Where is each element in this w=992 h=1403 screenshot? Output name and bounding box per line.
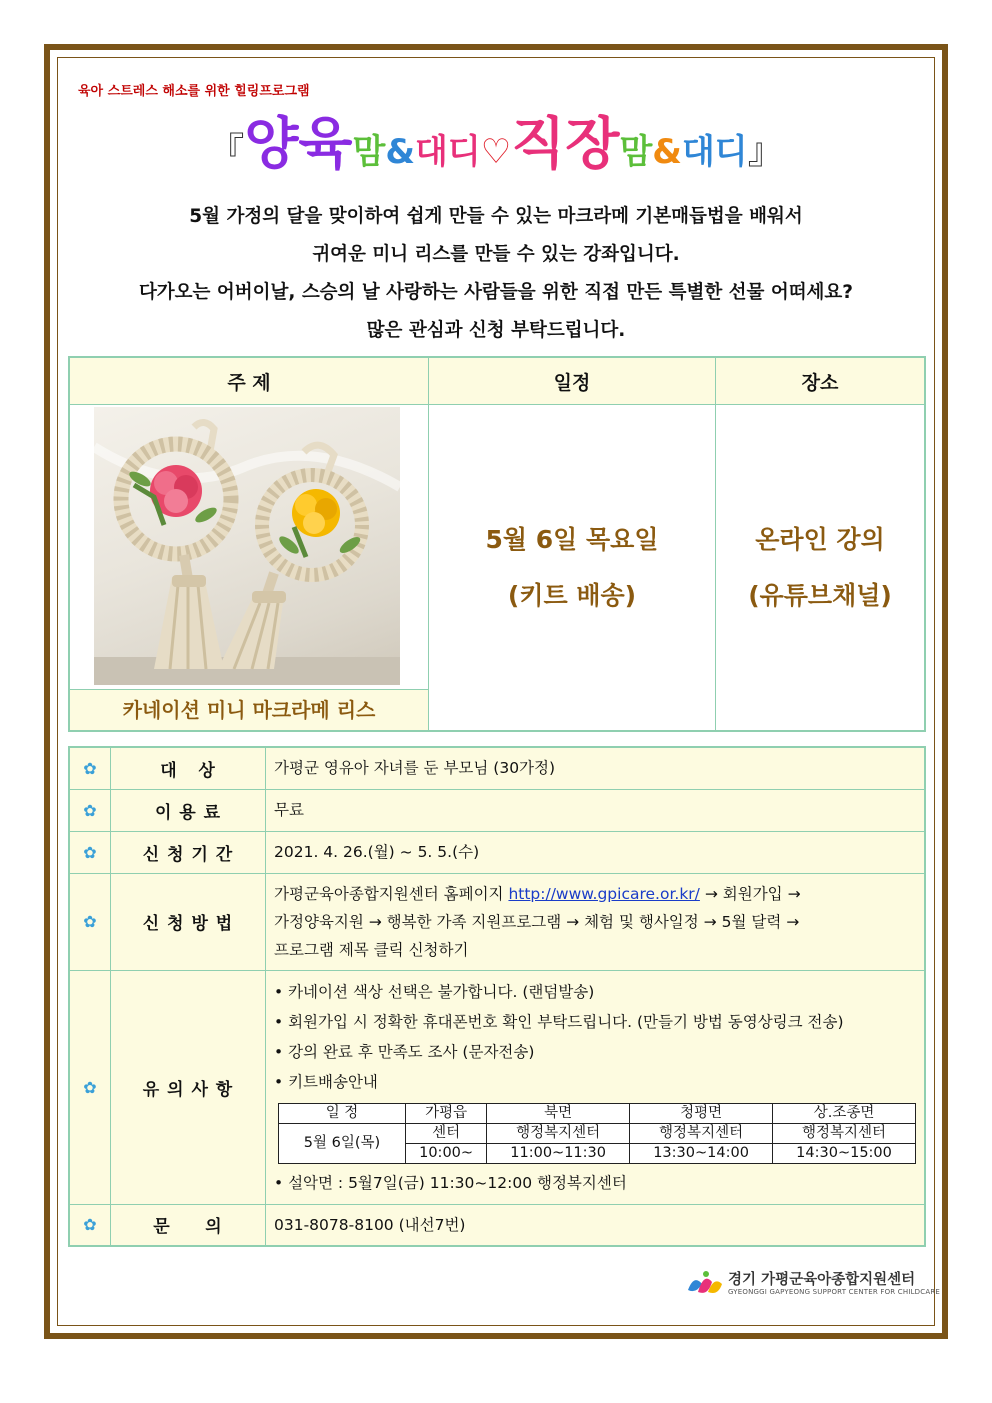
kit-date-header: 일 정 (279, 1103, 406, 1123)
method-text: → 회원가입 → (699, 884, 801, 903)
intro-line: 다가오는 어버이날, 스승의 날 사랑하는 사람들을 위한 직접 만든 특별한 선물 어떠세요? (138, 282, 854, 303)
center-logo (684, 1268, 941, 1304)
kit-place: 상.조종면 (773, 1103, 916, 1123)
kit-place-sub: 행정복지센터 (487, 1123, 630, 1143)
kit-place-sub: 행정복지센터 (773, 1123, 916, 1143)
homepage-link[interactable]: http://www.gpicare.or.kr/ (508, 884, 700, 903)
schedule-date: 5월 6일 목요일 (485, 524, 659, 554)
logo-name: 경기 가평군육아종합지원센터 (728, 1272, 916, 1288)
place-note: (유튜브채널) (748, 580, 892, 610)
kit-place-sub: 행정복지센터 (630, 1123, 773, 1143)
notes-value (266, 970, 926, 1204)
method-line: 프로그램 제목 클릭 신청하기 (274, 940, 469, 959)
note-item: • 키트배송안내 (274, 1072, 378, 1091)
method-line: 가정양육지원 → 행복한 가족 지원프로그램 → 체험 및 행사일정 → 5월 달력 → (274, 912, 800, 931)
flower-icon: ✿ (69, 970, 111, 1204)
method-value (266, 873, 926, 970)
flower-icon: ✿ (69, 1204, 111, 1246)
period-label: 신 청 기 간 (111, 831, 266, 873)
place-cell (716, 405, 926, 732)
flower-icon: ✿ (69, 831, 111, 873)
kit-date-value: 5월 6일(목) (279, 1123, 406, 1163)
logo-subtitle: GYEONGGI GAPYEONG SUPPORT CENTER FOR CHILDCARE (728, 1288, 941, 1296)
kit-time: 10:00~ (406, 1143, 487, 1163)
intro-line: 많은 관심과 신청 부탁드립니다. (366, 320, 626, 341)
kit-place-sub: 센터 (406, 1123, 487, 1143)
title-bracket-open: 『 (208, 131, 245, 172)
intro-line: 5월 가정의 달을 맞이하여 쉽게 만들 수 있는 마크라메 기본매듭법을 배워서 (189, 206, 803, 227)
kit-place: 가평읍 (406, 1103, 487, 1123)
contact-value: 031-8078-8100 (내선7번) (266, 1204, 926, 1246)
flower-icon: ✿ (69, 747, 111, 789)
kit-time: 11:00~11:30 (487, 1143, 630, 1163)
header-place: 장소 (716, 357, 926, 405)
topic-caption: 카네이션 미니 마크라메 리스 (70, 689, 428, 730)
target-value: 가평군 영유아 자녀를 둔 부모님 (30가정) (266, 747, 926, 789)
schedule-cell (429, 405, 716, 732)
title-mom-daddy-1: 맘&대디 (352, 132, 481, 172)
title-jikjang: 직장 (511, 112, 620, 177)
center-logo-icon (684, 1268, 724, 1300)
schedule-note: (키트 배송) (507, 580, 637, 610)
topic-cell (69, 405, 429, 732)
title-yangyuk: 양육 (244, 112, 353, 177)
intro-line: 귀여운 미니 리스를 만들 수 있는 강좌입니다. (312, 244, 680, 265)
note-item: • 강의 완료 후 만족도 조사 (문자전송) (274, 1042, 535, 1061)
intro-text (60, 198, 932, 350)
note-item: • 설악면 : 5월7일(금) 11:30~12:00 행정복지센터 (274, 1173, 627, 1192)
kit-time: 14:30~15:00 (773, 1143, 916, 1163)
note-item: • 회원가입 시 정확한 휴대폰번호 확인 부탁드립니다. (만들기 방법 동영상링크 전송) (274, 1012, 844, 1031)
macrame-wreath-photo (94, 407, 400, 685)
title-bracket-close: 』 (747, 131, 784, 172)
kit-delivery-table (278, 1103, 916, 1164)
period-value: 2021. 4. 26.(월) ~ 5. 5.(수) (266, 831, 926, 873)
header-schedule: 일정 (429, 357, 716, 405)
details-table (68, 746, 926, 1247)
title-mom-daddy-2: 맘&대디 (619, 132, 748, 172)
notes-label: 유 의 사 항 (111, 970, 266, 1204)
place-main: 온라인 강의 (755, 524, 885, 554)
flower-icon: ✿ (69, 873, 111, 970)
contact-label: 문 의 (111, 1204, 266, 1246)
fee-value: 무료 (266, 789, 926, 831)
method-label: 신 청 방 법 (111, 873, 266, 970)
note-item: • 카네이션 색상 선택은 불가합니다. (랜덤발송) (274, 982, 595, 1001)
heart-icon: ♡ (480, 132, 512, 172)
header-topic: 주 제 (69, 357, 429, 405)
flower-icon: ✿ (69, 789, 111, 831)
page-title (0, 100, 992, 180)
fee-label: 이 용 료 (111, 789, 266, 831)
kit-place: 청평면 (630, 1103, 773, 1123)
kit-place: 북면 (487, 1103, 630, 1123)
target-label: 대 상 (111, 747, 266, 789)
program-subtitle: 육아 스트레스 해소를 위한 힐링프로그램 (78, 84, 310, 99)
program-table (68, 356, 926, 732)
kit-time: 13:30~14:00 (630, 1143, 773, 1163)
method-text: 가평군육아종합지원센터 홈페이지 (274, 884, 509, 903)
